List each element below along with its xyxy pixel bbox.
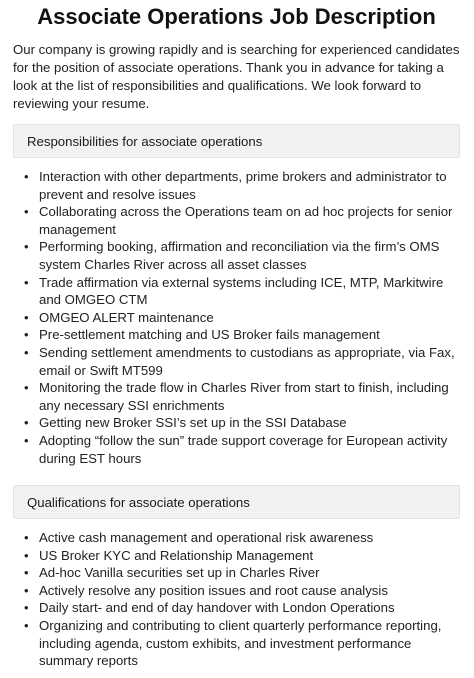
intro-paragraph: Our company is growing rapidly and is searching for experienced candidates for the position of associate operations. Thank you in advance for taking a look at the list of responsibilities and qualifications. We look forward to reviewing your resume.: [13, 42, 460, 111]
bullet-icon: •: [24, 432, 29, 448]
list-item: [24, 274, 460, 309]
bullet-icon: •: [24, 327, 29, 343]
list-item: [24, 309, 460, 327]
bullet-icon: •: [24, 530, 29, 546]
list-item: [24, 564, 460, 582]
list-item-text: Daily start- and end of day handover with London Operations: [39, 600, 395, 616]
qualifications-header-label: Qualifications for associate operations: [27, 494, 250, 510]
qualifications-section-header: [13, 485, 460, 519]
bullet-icon: •: [24, 582, 29, 598]
list-item-text: Active cash management and operational risk awareness: [39, 530, 374, 546]
qualifications-list: [13, 529, 460, 670]
list-item: [24, 326, 460, 344]
list-item-text: Sending settlement amendments to custodians as appropriate, via Fax, email or Swift MT599: [39, 344, 455, 378]
page-title: Associate Operations Job Description: [37, 4, 436, 29]
list-item-text: Interaction with other departments, prime brokers and administrator to prevent and resolve issues: [39, 169, 447, 202]
list-item-text: Ad-hoc Vanilla securities set up in Charles River: [39, 565, 320, 581]
list-item-text: OMGEO ALERT maintenance: [39, 309, 214, 325]
list-item-text: Getting new Broker SSI’s set up in the SSI Database: [39, 415, 347, 431]
responsibilities-header-label: Responsibilities for associate operations: [27, 133, 263, 149]
bullet-icon: •: [24, 380, 29, 396]
list-item-text: Adopting “follow the sun” trade support coverage for European activity during EST hours: [39, 432, 448, 466]
bullet-icon: •: [24, 344, 29, 360]
list-item-text: Monitoring the trade flow in Charles River from start to finish, including any necessary SSI enrichments: [39, 380, 449, 413]
list-item-text: Performing booking, affirmation and reconciliation via the firm’s OMS system Charles River across all asset classes: [39, 239, 440, 272]
list-item: [24, 203, 460, 238]
list-item-text: Trade affirmation via external systems including ICE, MTP, Markitwire and OMGEO CTM: [39, 274, 444, 308]
list-item: [24, 168, 460, 203]
responsibilities-section-header: [13, 124, 460, 158]
list-item: [24, 238, 460, 273]
bullet-icon: •: [24, 204, 29, 220]
bullet-icon: •: [24, 169, 29, 184]
responsibilities-list: [13, 168, 460, 467]
bullet-icon: •: [24, 274, 29, 290]
list-item: [24, 379, 460, 414]
list-item-text: Pre-settlement matching and US Broker fails management: [39, 327, 380, 343]
list-item: [24, 432, 460, 467]
bullet-icon: •: [24, 565, 29, 581]
bullet-icon: •: [24, 600, 29, 616]
list-item: [24, 529, 460, 547]
bullet-icon: •: [24, 618, 29, 634]
list-item: [24, 599, 460, 617]
list-item: [24, 582, 460, 600]
bullet-icon: •: [24, 239, 29, 255]
bullet-icon: •: [24, 547, 29, 563]
list-item: [24, 344, 460, 379]
list-item: [24, 414, 460, 432]
list-item-text: US Broker KYC and Relationship Management: [39, 547, 314, 563]
list-item: [24, 617, 460, 670]
list-item-text: Organizing and contributing to client quarterly performance reporting, including agenda, custom exhibits, and investment performance summary reports: [39, 618, 442, 669]
list-item-text: Actively resolve any position issues and root cause analysis: [39, 582, 388, 598]
list-item-text: Collaborating across the Operations team on ad hoc projects for senior management: [39, 204, 453, 237]
bullet-icon: •: [24, 309, 29, 325]
list-item: [24, 547, 460, 565]
bullet-icon: •: [24, 415, 29, 431]
